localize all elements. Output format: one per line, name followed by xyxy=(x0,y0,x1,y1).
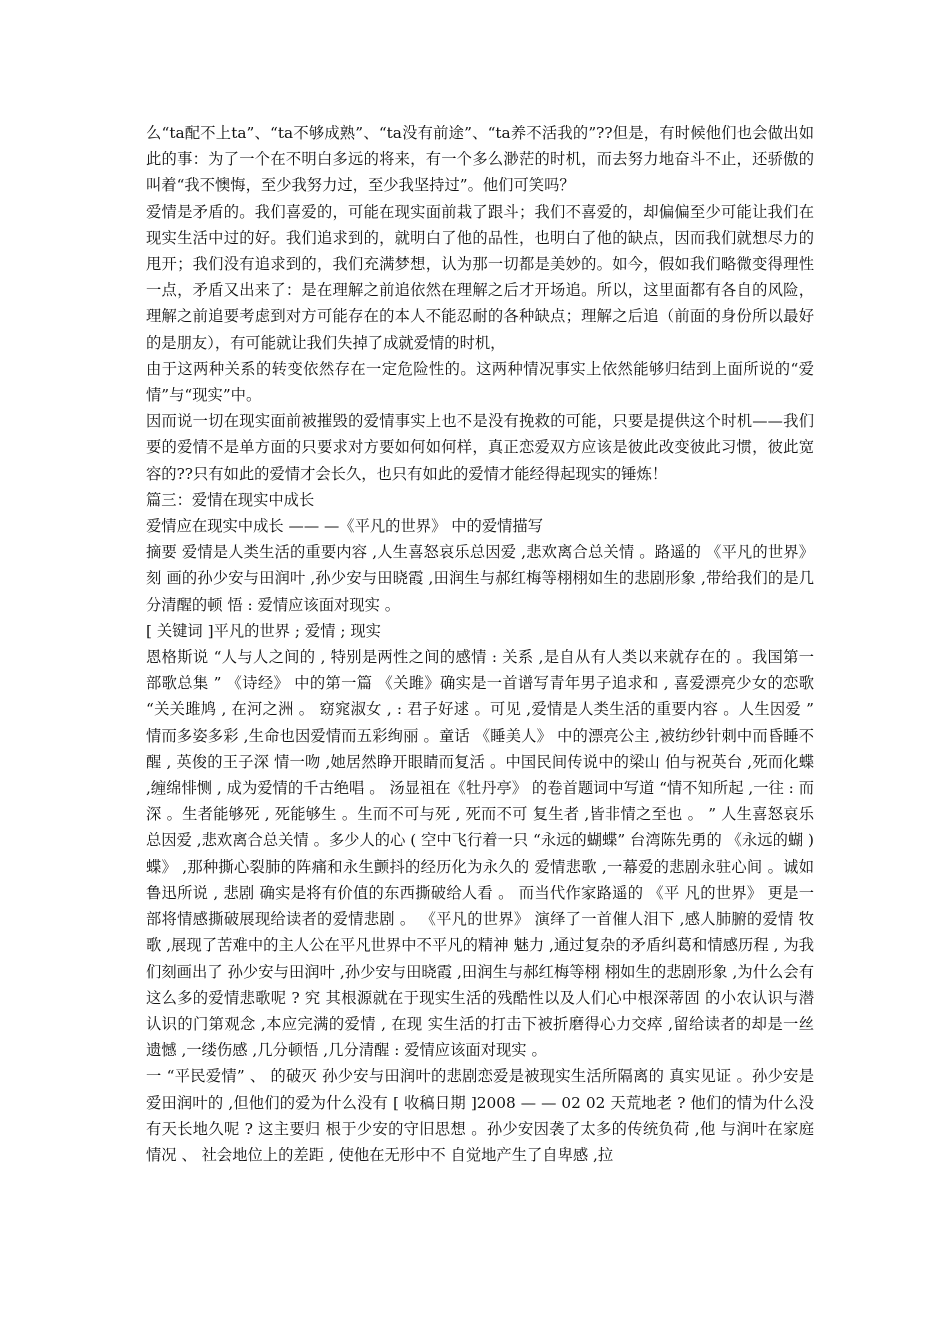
abstract: 摘要 爱情是人类生活的重要内容 ,人生喜怒哀乐总因爱 ,悲欢离合总关情 。路遥的 《平凡的世界》 刻 画的孙少安与田润叶 ,孙少安与田晓霞 ,田润生与郝红梅等栩栩如生的悲剧形象 ,带给我们的是几分清醒的顿 悟 : 爱情应该面对现实 。 xyxy=(146,543,814,614)
paragraph-body-1: 恩格斯说 “人与人之间的 , 特别是两性之间的感情 : 关系 ,是自从有人类以来就存在的 。我国第一部歌总集 ” 《诗经》 中的第一篇 《关雎》确实是一首谱写青年男子追求和 , 喜爱漂亮少女的恋歌 “关关雎鸠 , 在河之洲 。 窈窕淑女 , : 君子好逑 。可见 ,爱情是人类生活的重要内容 。人生因爱 ” 情而多姿多彩 ,生命也因爱情而五彩绚丽 。童话 《睡美人》 中的漂亮公主 ,被纺纱针刺中而昏睡不醒 , 英俊的王子深 情一吻 ,她居然睁开眼睛而复活 。中国民间传说中的梁山 伯与祝英台 ,死而化蝶 ,缠绵悱恻 , 成为爱情的千古绝唱 。 汤显祖在《牡丹亭》 的卷首题词中写道 “情不知所起 ,一往 : 而深 。生者能够死 , 死能够生 。生而不可与死 , 死而不可 复生者 ,皆非情之至也 。 ” 人生喜怒哀乐总因爱 ,悲欢离合总关情 。多少人的心 ( 空中飞行着一只 “永远的蝴蝶” 台湾陈先勇的 《永远的蝴 ) 蝶》 ,那种撕心裂肺的阵痛和永生颤抖的经历化为永久的 爱情悲歌 ,一幕爱的悲剧永驻心间 。诚如鲁迅所说 , 悲剧 确实是将有价值的东西撕破给人看 。 而当代作家路遥的 《平 凡的世界》 更是一部将情感撕破展现给读者的爱情悲剧 。 《平凡的世界》 演绎了一首催人泪下 ,感人肺腑的爱情 牧歌 ,展现了苦难中的主人公在平凡世界中不平凡的精神 魅力 ,通过复杂的矛盾纠葛和情感历程 , 为我们刻画出了 孙少安与田润叶 ,孙少安与田晓霞 ,田润生与郝红梅等栩 栩如生的悲剧形象 ,为什么会有这么多的爱情悲歌呢 ? 究 其根源就在于现实生活的残酷性以及人们心中根深蒂固 的小农认识与潜认识的门第观念 ,本应完满的爱情 , 在现 实生活的打击下被折磨得心力交瘁 ,留给读者的却是一丝 遗憾 ,一缕伤感 ,几分顿悟 ,几分清醒 : 爱情应该面对现实 。 xyxy=(146,648,814,1060)
section-heading: 篇三：爱情在现实中成长 xyxy=(146,490,315,509)
article-title: 爱情应在现实中成长 —— —《平凡的世界》 中的爱情描写 xyxy=(146,517,544,536)
paragraph-body-2: 一 “平民爱情” 、 的破灭 孙少安与田润叶的悲剧恋爱是被现实生活所隔离的 真实见证 。孙少安是爱田润叶的 ,但他们的爱为什么没有 [ 收稿日期 ]2008 — — 02 02 天荒地老 ? 他们的情为什么没有天长地久呢 ? 这主要归 根于少安的守旧思想 。孙少安因袭了太多的传统负荷 ,他 与润叶在家庭情况 、 社会地位上的差距 , 使他在无形中不 自觉地产生了自卑感 ,拉 xyxy=(146,1067,814,1164)
paragraph-3: 由于这两种关系的转变依然存在一定危险性的。这两种情况事实上依然能够归结到上面所说的“爱情”与“现实”中。 xyxy=(146,359,814,405)
paragraph-4: 因而说一切在现实面前被摧毁的爱情事实上也不是没有挽救的可能，只要是提供这个时机——我们要的爱情不是单方面的只要求对方要如何如何样，真正恋爱双方应该是彼此改变彼此习惯，彼此宽容的??只有如此的爱情才会长久，也只有如此的爱情才能经得起现实的锤炼！ xyxy=(146,412,814,483)
document-body xyxy=(146,120,814,1168)
paragraph-1: 么“ta配不上ta”、“ta不够成熟”、“ta没有前途”、“ta养不活我的”??但是，有时候他们也会做出如此的事：为了一个在不明白多远的将来，有一个多么渺茫的时机，而去努力地奋斗不止，还骄傲的叫着“我不懊悔，至少我努力过，至少我坚持过”。他们可笑吗？ xyxy=(146,124,814,195)
keywords: [ 关键词 ]平凡的世界 ; 爱情 ; 现实 xyxy=(146,621,381,640)
paragraph-2: 爱情是矛盾的。我们喜爱的，可能在现实面前栽了跟斗；我们不喜爱的，却偏偏至少可能让我们在现实生活中过的好。我们追求到的，就明白了他的品性，也明白了他的缺点，因而我们就想尽力的甩开；我们没有追求到的，我们充满梦想，认为那一切都是美妙的。如今，假如我们略微变得理性一点，矛盾又出来了：是在理解之前追依然在理解之后才开场追。所以，这里面都有各自的风险，理解之前追要考虑到对方可能存在的本人不能忍耐的各种缺点；理解之后追（前面的身份所以最好的是朋友），有可能就让我们失掉了成就爱情的时机， xyxy=(146,202,814,352)
